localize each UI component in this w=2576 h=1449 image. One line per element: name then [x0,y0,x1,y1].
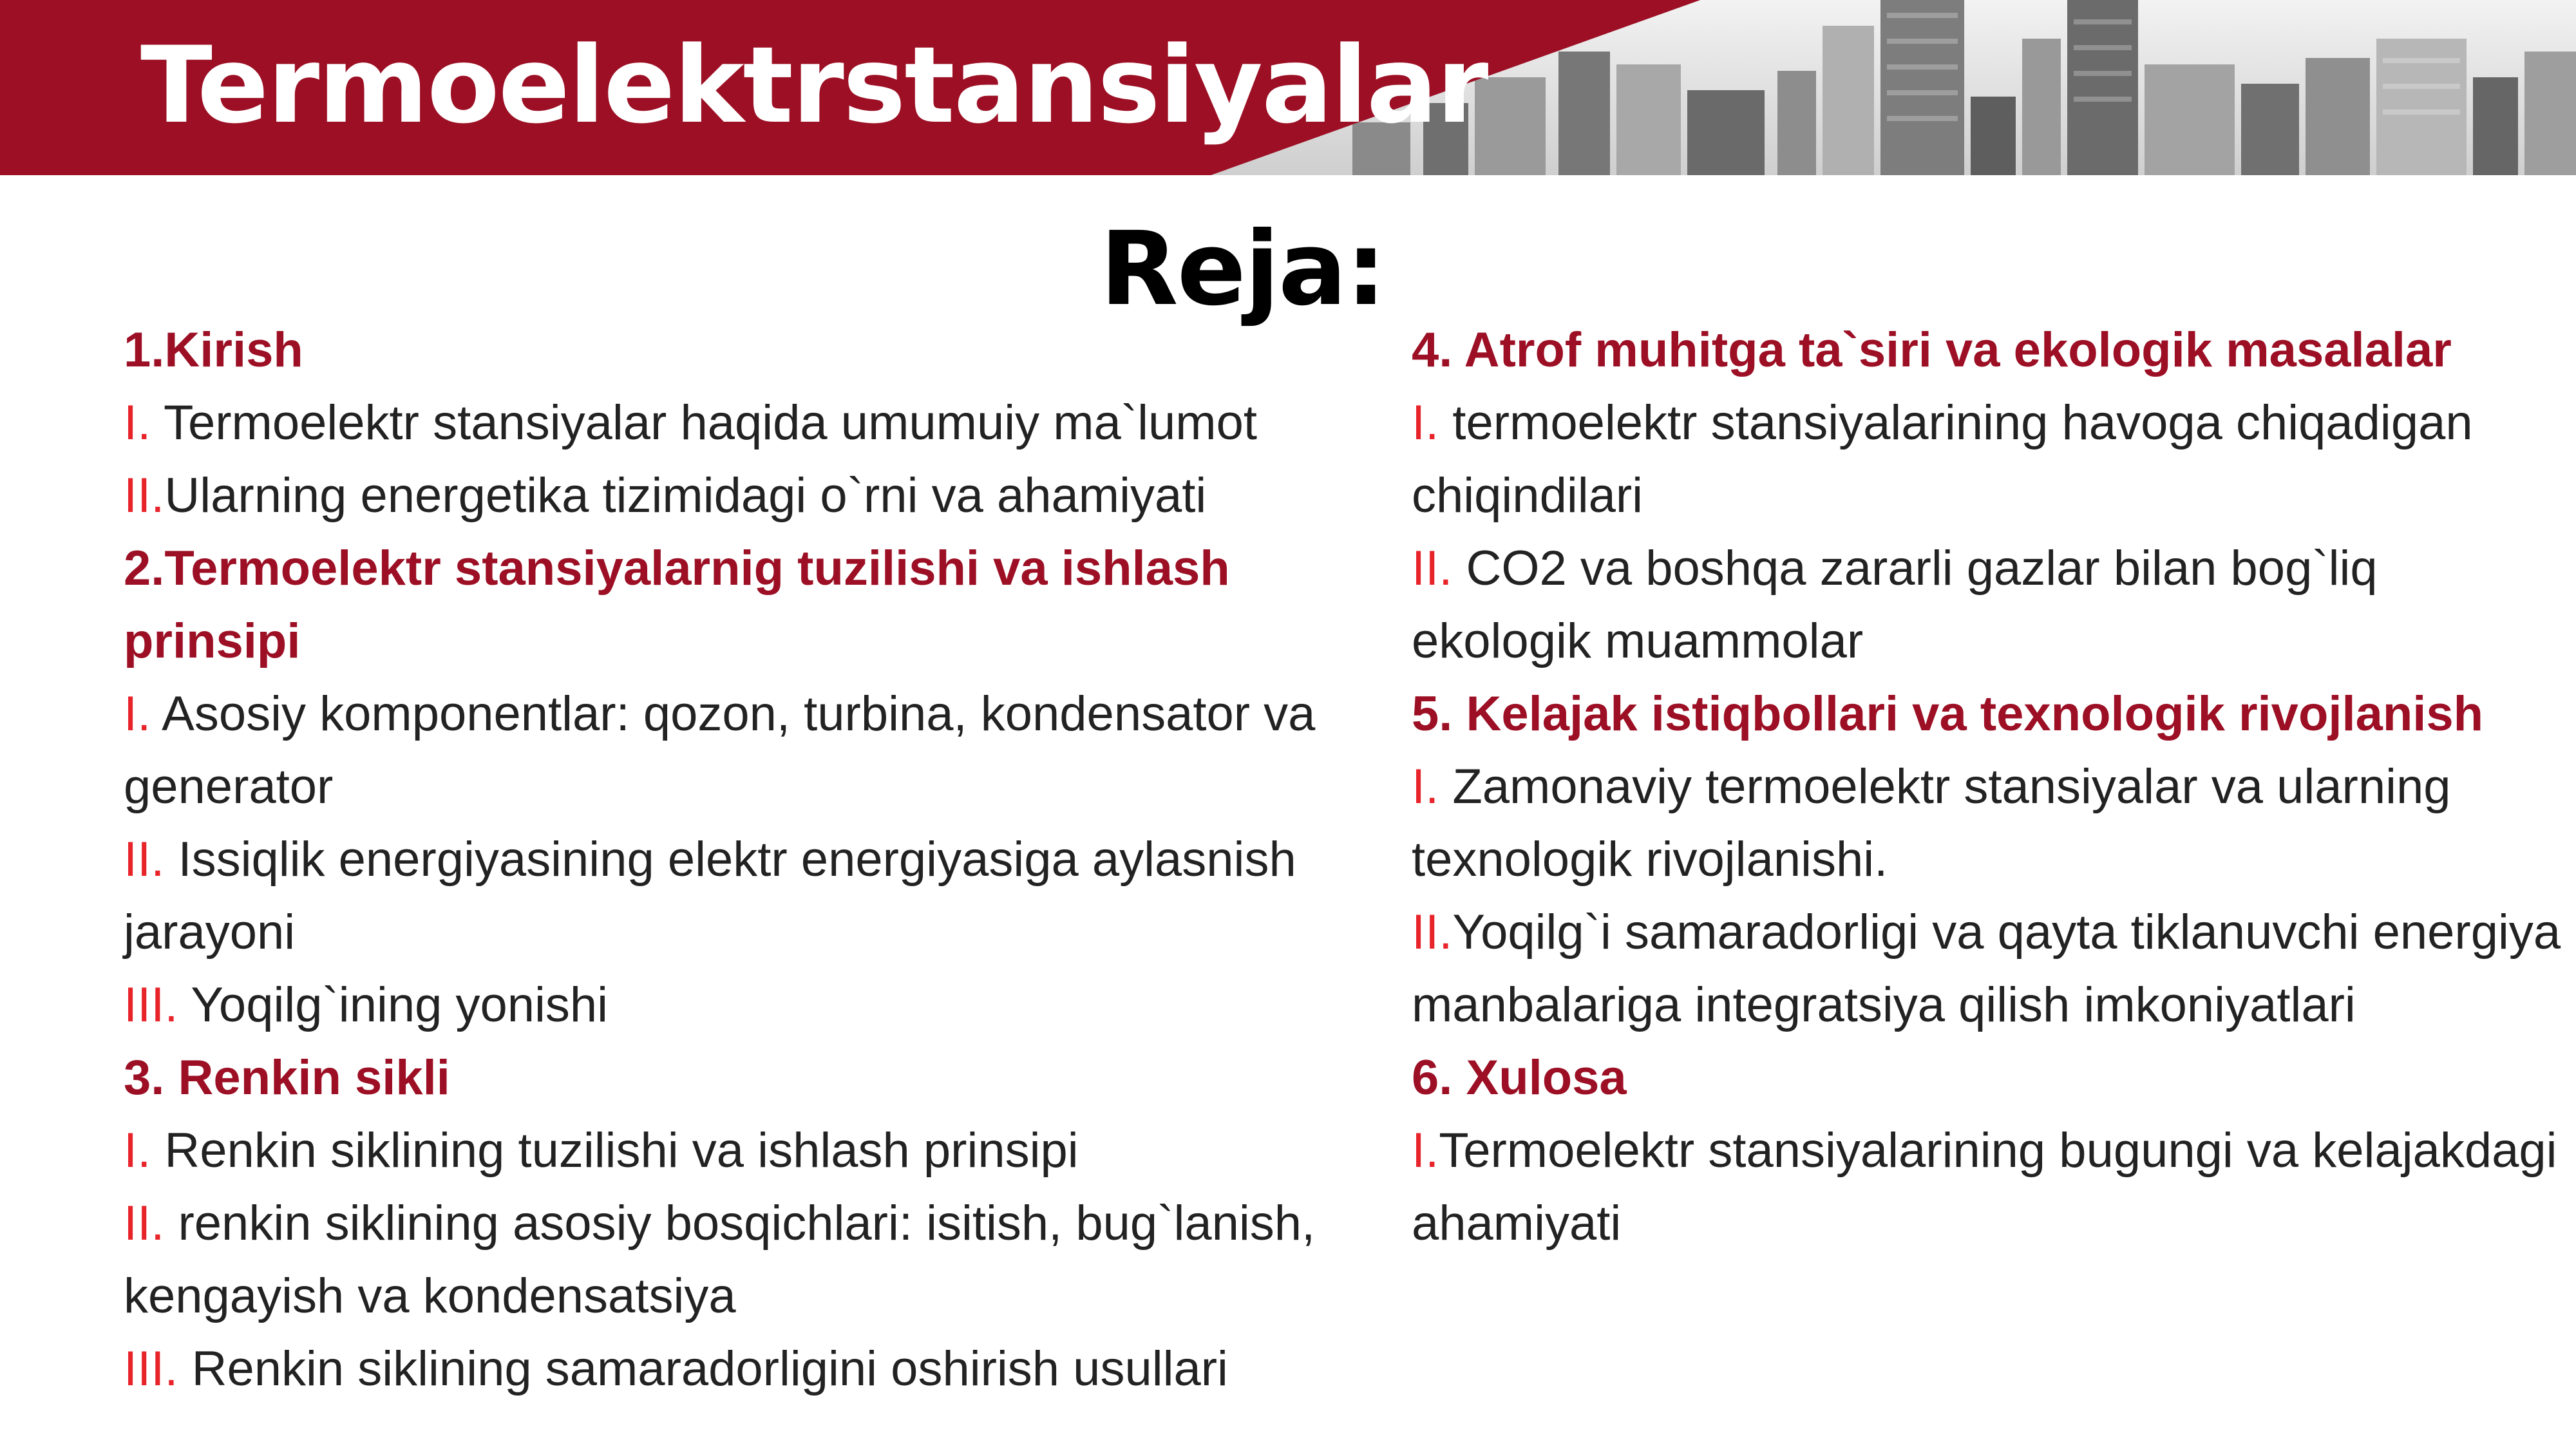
item-text: termoelektr stansiyalarining havoga chiqadigan chiqindilari [1412,395,2473,523]
list-item [1412,896,2564,1041]
item-text: Zamonaviy termoelektr stansiyalar va ularning texnologik rivojlanishi. [1412,759,2451,887]
list-item [124,677,1367,823]
list-item [124,459,1367,532]
item-text: CO2 va boshqa zararli gazlar bilan bog`liq ekologik muammolar [1412,541,2378,668]
roman-numeral: II. [124,1196,165,1251]
roman-numeral: II. [124,468,165,523]
plan-right-column [1412,314,2564,1260]
list-item [124,386,1367,459]
section-heading-1: 1.Kirish [124,323,303,377]
item-text: renkin siklining asosiy bosqichlari: isitish, bug`lanish, kengayish va kondensatsiya [124,1196,1316,1323]
roman-numeral: I. [124,687,151,741]
list-item [1412,750,2564,896]
roman-numeral: I. [1412,759,1439,814]
item-text: Termoelektr stansiyalar haqida umumuiy ma`lumot [151,395,1257,450]
roman-numeral: II. [124,832,165,887]
roman-numeral: II. [1412,905,1453,960]
item-text: Issiqlik energiyasining elektr energiyasiga aylasnish jarayoni [124,832,1296,960]
list-item [1412,386,2564,532]
roman-numeral: I. [124,395,151,450]
plan-left-column [124,314,1367,1405]
roman-numeral: I. [1412,1123,1439,1178]
section-heading-6: 6. Xulosa [1412,1050,1627,1105]
item-text: Yoqilg`ining yonishi [178,978,609,1032]
page-title: Termoelektrstansiyalar [140,24,1488,147]
item-text: Termoelektr stansiyalarining bugungi va kelajakdagi ahamiyati [1412,1123,2557,1251]
list-item [124,823,1367,969]
section-heading-2: 2.Termoelektr stansiyalarnig tuzilishi va ishlash prinsipi [124,541,1230,668]
item-text: Asosiy komponentlar: qozon, turbina, kondensator va generator [124,687,1316,814]
list-item [1412,532,2564,677]
section-heading-3: 3. Renkin sikli [124,1050,450,1105]
item-text: Ularning energetika tizimidagi o`rni va ahamiyati [164,468,1207,523]
item-text: Yoqilg`i samaradorligi va qayta tiklanuvchi energiya manbalariga integratsiya qilish imkoniyatlari [1412,905,2561,1032]
section-heading-5: 5. Kelajak istiqbollari va texnologik rivojlanish [1412,687,2484,741]
roman-numeral: II. [1412,541,1453,596]
list-item [124,969,1367,1041]
list-item [124,1114,1367,1187]
roman-numeral: I. [1412,395,1439,450]
section-heading-4: 4. Atrof muhitga ta`siri va ekologik masalalar [1412,323,2452,377]
item-text: Renkin siklining tuzilishi va ishlash prinsipi [151,1123,1079,1178]
plan-heading: Reja: [1100,210,1385,328]
header-banner [0,0,2576,175]
item-text: Renkin siklining samaradorligini oshirish usullari [178,1341,1228,1396]
list-item [124,1187,1367,1332]
roman-numeral: I. [124,1123,151,1178]
list-item [124,1332,1367,1405]
roman-numeral: III. [124,1341,178,1396]
list-item [1412,1114,2564,1260]
roman-numeral: III. [124,978,178,1032]
